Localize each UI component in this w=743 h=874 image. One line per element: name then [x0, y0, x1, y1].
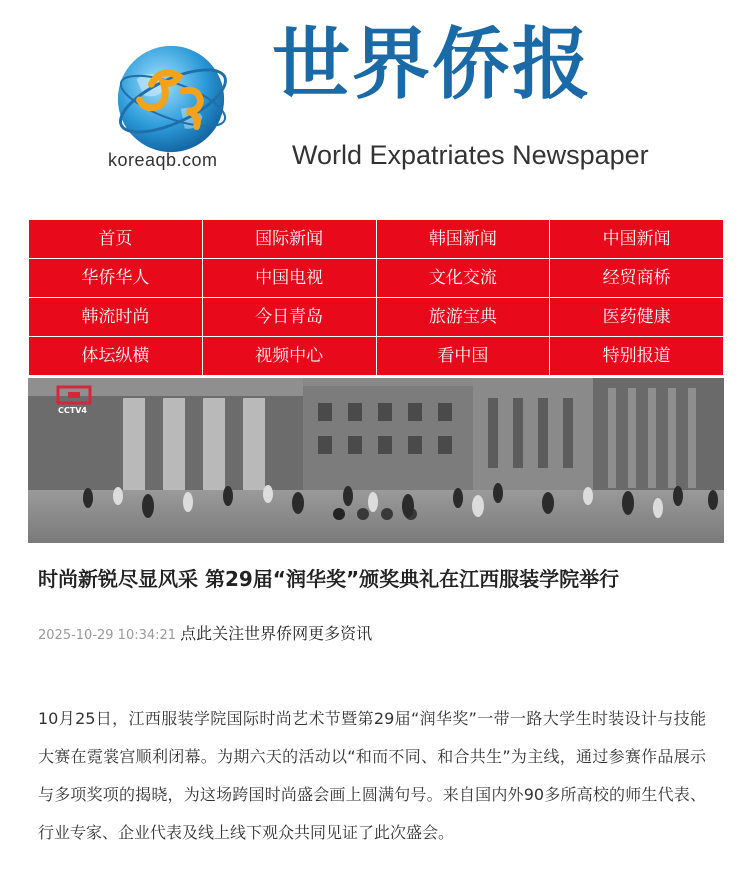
nav-item[interactable]: 医药健康: [550, 298, 723, 336]
nav-item[interactable]: 华侨华人: [29, 259, 202, 297]
article-timestamp: 2025-10-29 10:34:21: [38, 628, 177, 643]
site-domain[interactable]: koreaqb.com: [108, 150, 218, 170]
site-header: [0, 0, 743, 205]
article-meta: [38, 621, 372, 644]
nav-item[interactable]: 韩流时尚: [29, 298, 202, 336]
nav-item[interactable]: 体坛纵横: [29, 337, 202, 375]
nav-item[interactable]: 文化交流: [377, 259, 550, 297]
carousel-dot[interactable]: [357, 508, 369, 520]
nav-item[interactable]: 特别报道: [550, 337, 723, 375]
site-title-cn[interactable]: 世界侨报: [272, 20, 593, 110]
nav-item[interactable]: 视频中心: [203, 337, 376, 375]
article-title: 时尚新锐尽显风采 第29届“润华奖”颁奖典礼在江西服装学院举行: [38, 567, 620, 591]
nav-item[interactable]: 旅游宝典: [377, 298, 550, 336]
nav-item[interactable]: 国际新闻: [203, 220, 376, 258]
cctv-watermark-icon: [56, 385, 104, 415]
carousel-dot[interactable]: [333, 508, 345, 520]
follow-link[interactable]: 点此关注世界侨网更多资讯: [180, 624, 373, 643]
nav-item[interactable]: 看中国: [377, 337, 550, 375]
nav-item[interactable]: 中国电视: [203, 259, 376, 297]
svg-text:CCTV4: CCTV4: [58, 406, 87, 415]
carousel-dot[interactable]: [381, 508, 393, 520]
main-nav: [28, 219, 724, 376]
nav-item[interactable]: 中国新闻: [550, 220, 723, 258]
nav-item[interactable]: 今日青岛: [203, 298, 376, 336]
site-title-en[interactable]: World Expatriates Newspaper: [292, 140, 649, 170]
nav-item[interactable]: 经贸商桥: [550, 259, 723, 297]
nav-item[interactable]: 韩国新闻: [377, 220, 550, 258]
banner-carousel[interactable]: [28, 378, 724, 543]
nav-item[interactable]: 首页: [29, 220, 202, 258]
globe-logo-icon[interactable]: [112, 40, 230, 158]
article-body: 10月25日，江西服装学院国际时尚艺术节暨第29届“润华奖”一带一路大学生时装设计与技能大赛在霓裳宫顺利闭幕。为期六天的活动以“和而不同、和合共生”为主线，通过参赛作品展示与多项奖项的揭晓，为这场跨国时尚盛会画上圆满句号。来自国内外90多所高校的师生代表、行业专家、企业代表及线上线下观众共同见证了此次盛会。: [38, 709, 706, 842]
carousel-dot[interactable]: [405, 508, 417, 520]
carousel-dots: [333, 508, 417, 520]
